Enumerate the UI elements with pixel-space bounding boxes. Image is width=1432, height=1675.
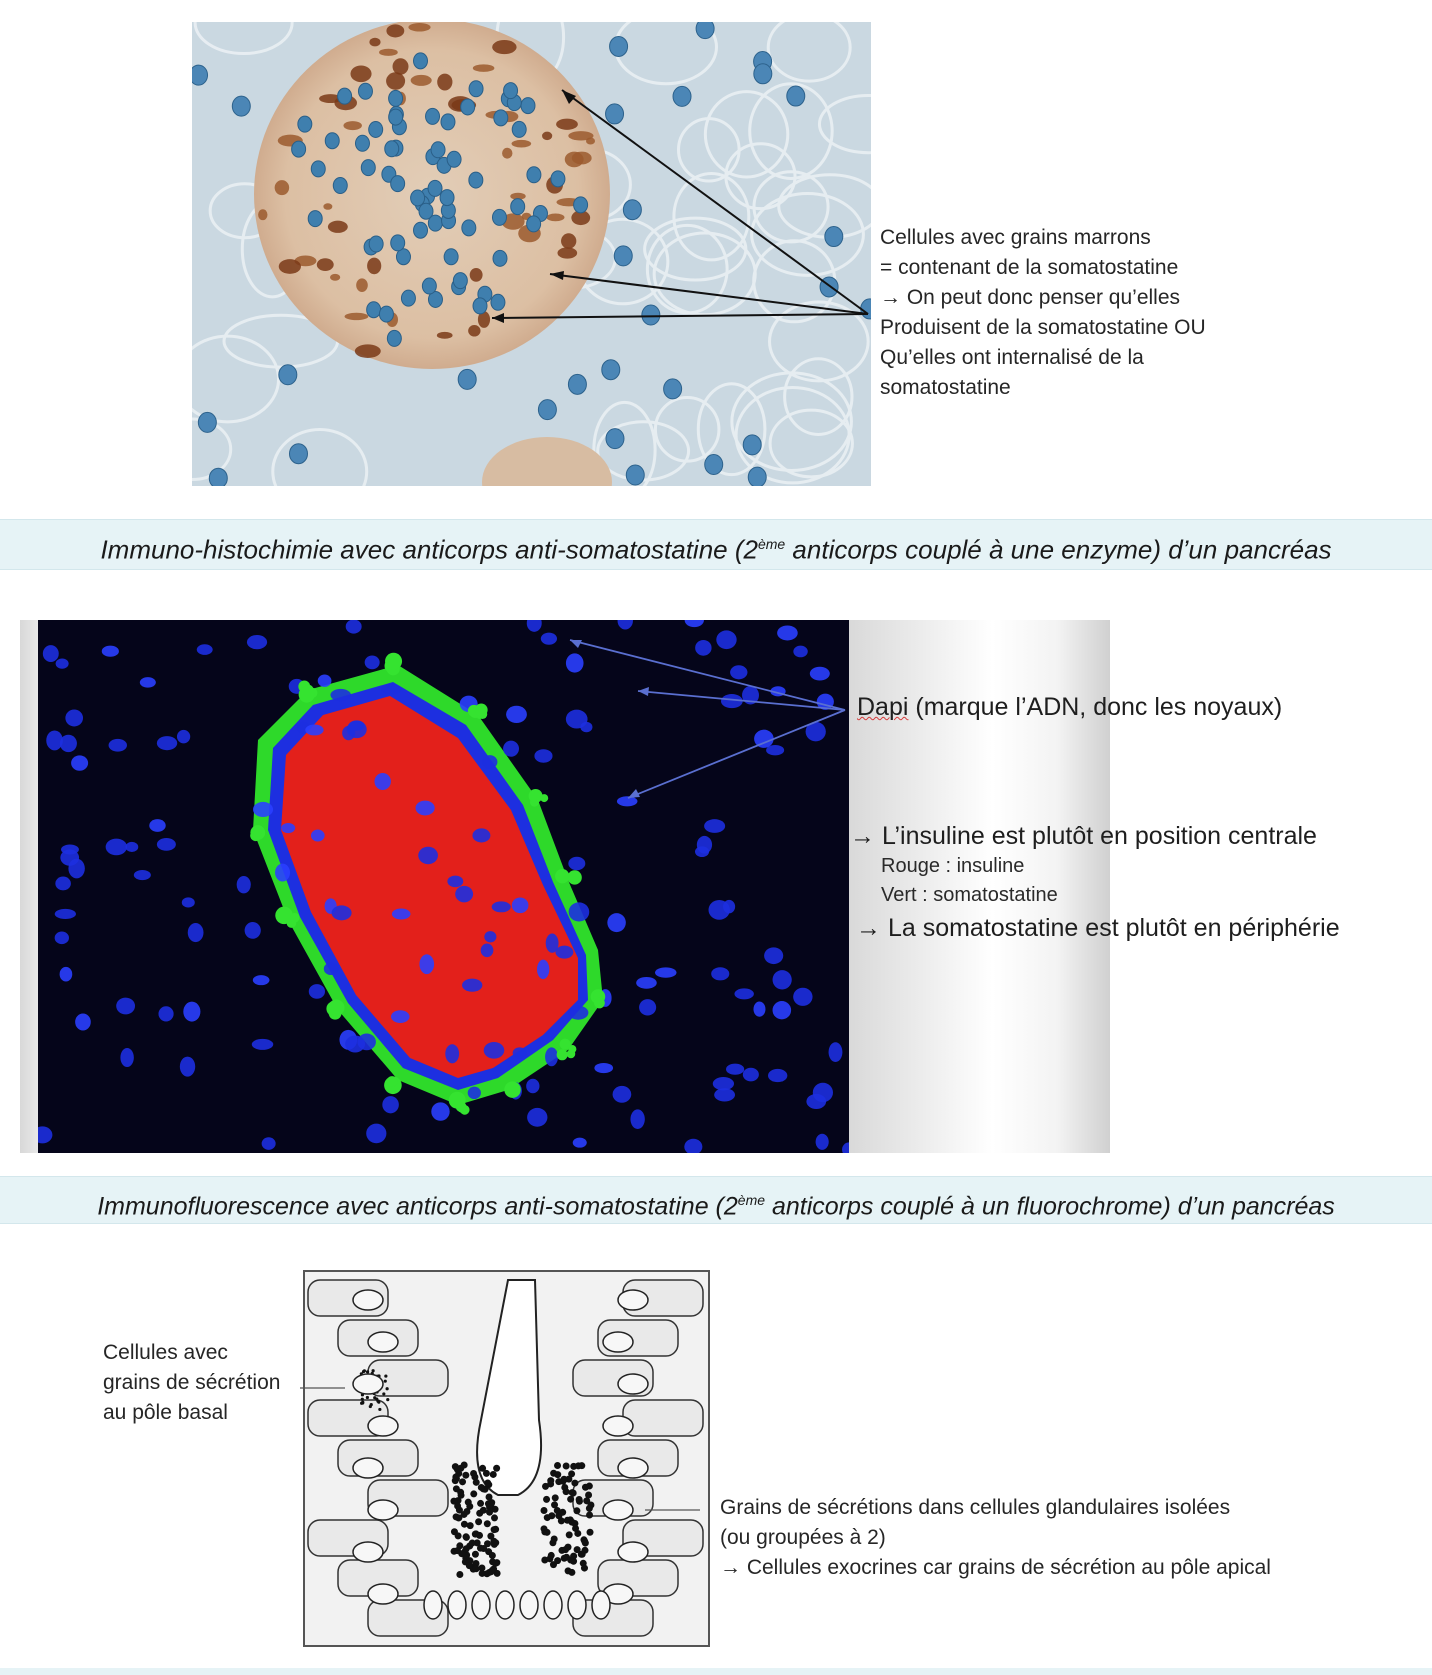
islet-nucleus — [462, 220, 476, 236]
cell-nucleus — [603, 1332, 633, 1352]
acinar-nucleus — [787, 86, 805, 106]
islet-nucleus — [422, 278, 436, 294]
somatostatin-speck — [290, 913, 300, 923]
label-line: Cellules avec — [103, 1341, 228, 1364]
label-line: (ou groupées à 2) — [720, 1526, 886, 1549]
dapi-nucleus — [526, 1079, 539, 1094]
islet-nucleus — [428, 180, 442, 196]
dapi-nucleus — [726, 1064, 744, 1075]
brown-granule — [317, 258, 334, 271]
dapi-nucleus — [630, 1109, 644, 1129]
islet-nucleus — [419, 203, 433, 219]
islet-nucleus — [521, 98, 535, 114]
secretion-granule — [479, 1570, 486, 1577]
brown-granule — [379, 49, 398, 56]
dapi-nucleus — [613, 1086, 632, 1103]
islet-nucleus — [504, 83, 518, 99]
annotation-line: Produisent de la somatostatine OU — [880, 316, 1206, 339]
brown-granule — [343, 121, 361, 130]
dapi-nucleus — [512, 898, 529, 914]
somatostatin-speck — [387, 1076, 398, 1087]
brown-granule — [542, 132, 552, 141]
dapi-nucleus — [481, 944, 494, 958]
caption-superscript: ème — [737, 1192, 766, 1208]
islet-nucleus — [491, 294, 505, 310]
dapi-nucleus — [764, 947, 783, 964]
cell-nucleus — [368, 1584, 398, 1604]
dapi-nucleus — [743, 1068, 759, 1082]
acinar-nucleus — [614, 246, 632, 266]
dapi-nucleus — [484, 931, 496, 942]
brown-granule — [367, 258, 381, 275]
acinar-nucleus — [279, 365, 297, 385]
islet-nucleus — [391, 176, 405, 192]
dapi-nucleus — [545, 1047, 558, 1066]
cell-nucleus — [520, 1591, 538, 1619]
dapi-nucleus — [568, 1006, 588, 1020]
islet-nucleus — [527, 216, 541, 232]
cell-nucleus — [424, 1591, 442, 1619]
acinar-nucleus — [642, 305, 660, 325]
annotation-line: Cellules avec grains marrons — [880, 226, 1151, 249]
dapi-nucleus — [445, 1044, 459, 1063]
dapi-nucleus — [546, 933, 559, 952]
dapi-nucleus — [537, 960, 549, 979]
somatostatin-speck — [567, 1050, 576, 1059]
annotation-line: → On peut donc penser qu’elles — [880, 286, 1181, 309]
islet-nucleus — [426, 108, 440, 124]
brown-granule — [437, 332, 453, 339]
basal-granules-label — [103, 1338, 280, 1428]
islet-nucleus — [401, 290, 415, 306]
dapi-nucleus — [711, 967, 729, 980]
acinar-nucleus — [538, 400, 556, 420]
dapi-nucleus — [768, 1069, 787, 1082]
islet-nucleus — [444, 249, 458, 265]
brown-granule — [546, 214, 564, 222]
brown-granule — [323, 203, 332, 210]
islet-nucleus — [441, 114, 455, 130]
somatostatin-speck — [504, 1081, 521, 1098]
cell-nucleus — [618, 1290, 648, 1310]
dapi-nucleus — [773, 970, 792, 989]
brown-granule — [355, 344, 381, 358]
acinar-nucleus — [623, 200, 641, 220]
dapi-nucleus — [513, 1047, 527, 1058]
ihc-micrograph — [192, 22, 871, 486]
dapi-nucleus — [120, 1048, 133, 1067]
legend-red: Rouge : insuline — [881, 855, 1025, 877]
brown-granule — [411, 75, 432, 86]
dapi-nucleus — [245, 922, 261, 939]
label-line: → Cellules exocrines car grains de sécrétion au pôle apical — [720, 1556, 1271, 1579]
caption-text: Immunofluorescence avec anticorps anti-somatostatine (2 — [97, 1192, 738, 1221]
dapi-nucleus — [392, 908, 411, 919]
dapi-nucleus — [709, 900, 730, 920]
brown-granule — [330, 274, 340, 281]
islet-nucleus — [461, 99, 475, 115]
brown-granule — [502, 148, 512, 159]
acinar-nucleus — [602, 360, 620, 380]
islet-nucleus — [358, 83, 372, 99]
brown-granule — [279, 259, 301, 274]
somatostatin-speck — [328, 999, 344, 1015]
brown-granule — [561, 233, 576, 249]
dapi-nucleus — [594, 1063, 613, 1073]
islet-nucleus — [469, 81, 483, 97]
dapi-nucleus — [382, 1096, 399, 1113]
dapi-nucleus — [366, 1124, 386, 1144]
acinar-nucleus — [696, 22, 714, 39]
islet-nucleus — [298, 116, 312, 132]
brown-granule — [328, 221, 348, 233]
dapi-nucleus — [116, 998, 135, 1015]
annotation-line: = contenant de la somatostatine — [880, 256, 1179, 279]
somatostatin-speck — [275, 907, 293, 925]
islet-nucleus — [333, 178, 347, 194]
somatostatin-note: → La somatostatine est plutôt en périphérie — [856, 914, 1340, 942]
islet-nucleus — [389, 90, 403, 106]
dapi-nucleus — [419, 954, 434, 974]
dapi-label — [857, 693, 1282, 722]
islet-nucleus — [361, 160, 375, 176]
dapi-nucleus — [455, 886, 473, 902]
brown-granule — [473, 64, 495, 72]
islet-nucleus — [492, 209, 506, 225]
cell-nucleus — [544, 1591, 562, 1619]
islet-nucleus — [511, 199, 525, 215]
brown-granule — [258, 209, 267, 220]
brown-granule — [386, 24, 404, 37]
dapi-nucleus — [158, 1006, 173, 1021]
label-line: grains de sécrétion — [103, 1371, 281, 1394]
dapi-nucleus — [713, 1077, 734, 1090]
islet-nucleus — [389, 109, 403, 125]
annotation-line: somatostatine — [880, 376, 1011, 399]
acinar-nucleus — [626, 465, 644, 485]
islet-nucleus — [391, 235, 405, 251]
islet-nucleus — [440, 190, 454, 206]
dapi-nucleus — [431, 1102, 449, 1120]
islet-nucleus — [338, 88, 352, 104]
islet-nucleus — [311, 161, 325, 177]
brown-granule — [512, 140, 532, 148]
acinar-nucleus — [209, 468, 227, 486]
islet-nucleus — [369, 121, 383, 137]
brown-granule — [568, 131, 593, 140]
islet-nucleus — [414, 53, 428, 69]
fluo-caption — [0, 1176, 1432, 1224]
caption-text: anticorps couplé à un fluorochrome) d’un pancréas — [765, 1192, 1335, 1221]
acinar-nucleus — [232, 96, 250, 116]
islet-nucleus — [379, 306, 393, 322]
acinar-nucleus — [825, 227, 843, 247]
islet-nucleus — [453, 273, 467, 289]
brown-granule — [386, 72, 405, 90]
caption-text: anticorps couplé à une enzyme) d’un pancréas — [785, 534, 1332, 565]
cell-nucleus — [472, 1591, 490, 1619]
islet-nucleus — [473, 298, 487, 314]
label-line: Grains de sécrétions dans cellules glandulaires isolées — [720, 1496, 1231, 1519]
dapi-nucleus — [607, 913, 625, 932]
islet-nucleus — [385, 141, 399, 157]
dapi-nucleus — [655, 967, 677, 977]
dapi-nucleus — [734, 988, 753, 999]
apical-granules-label — [720, 1493, 1271, 1583]
caption-superscript: ème — [757, 536, 786, 552]
acinar-nucleus — [754, 64, 772, 84]
brown-granule — [408, 23, 430, 31]
brown-granule — [350, 65, 371, 82]
bottom-caption-strip — [0, 1668, 1432, 1675]
dapi-nucleus — [636, 977, 657, 989]
dapi-nucleus — [569, 902, 590, 921]
islet-nucleus — [493, 250, 507, 266]
cell-nucleus — [496, 1591, 514, 1619]
brown-granule — [470, 268, 483, 282]
islet-nucleus — [574, 197, 588, 213]
islet-nucleus — [308, 211, 322, 227]
islet-nucleus — [325, 133, 339, 149]
dapi-nucleus — [527, 1108, 547, 1127]
cell-nucleus — [448, 1591, 466, 1619]
dapi-nucleus — [252, 1039, 273, 1050]
brown-granule — [468, 325, 480, 336]
dapi-nucleus — [60, 967, 73, 982]
cell-nucleus — [592, 1591, 610, 1619]
islet-nucleus — [527, 167, 541, 183]
brown-granule — [556, 119, 578, 130]
cell-nucleus — [353, 1290, 383, 1310]
islet-nucleus — [367, 302, 381, 318]
islet-nucleus — [512, 121, 526, 137]
dapi-nucleus — [816, 1134, 829, 1150]
dapi-nucleus — [484, 1042, 505, 1059]
brown-granule — [275, 180, 290, 195]
islet-nucleus — [431, 142, 445, 158]
acinar-nucleus — [673, 86, 691, 106]
annotation-line: Qu’elles ont internalisé de la — [880, 346, 1144, 369]
brown-granule — [565, 152, 584, 168]
ihc-annotation — [880, 223, 1206, 403]
dapi-nucleus — [253, 975, 270, 985]
drawing-leader-lines — [300, 1370, 700, 1570]
islet-nucleus — [292, 141, 306, 157]
somatostatin-speck — [460, 1105, 470, 1115]
brown-granule — [345, 313, 369, 320]
ihc-caption — [0, 519, 1432, 570]
islet-nucleus — [355, 135, 369, 151]
somatostatin-speck — [557, 1049, 568, 1060]
dapi-nucleus — [180, 1057, 195, 1077]
acinar-nucleus — [606, 104, 624, 124]
dapi-nucleus — [793, 988, 812, 1006]
acinar-nucleus — [192, 65, 208, 85]
dapi-nucleus — [773, 1001, 792, 1019]
dapi-nucleus — [753, 1002, 765, 1017]
islet-nucleus — [551, 171, 565, 187]
acinar-nucleus — [743, 435, 761, 455]
islet-nucleus — [411, 190, 425, 206]
islet-nucleus — [387, 330, 401, 346]
secretion-granule — [456, 1571, 463, 1578]
acinar-nucleus — [664, 379, 682, 399]
acinar-nucleus — [568, 374, 586, 394]
acinar-nucleus — [705, 455, 723, 475]
dapi-word: Dapi — [857, 693, 909, 721]
legend-green: Vert : somatostatine — [881, 884, 1058, 906]
dapi-nucleus — [188, 923, 204, 942]
brown-granule — [437, 74, 452, 91]
dapi-nucleus — [75, 1013, 91, 1030]
acinar-nucleus — [748, 467, 766, 486]
islet-nucleus — [414, 222, 428, 238]
label-line: au pôle basal — [103, 1401, 228, 1424]
somatostatin-speck — [594, 998, 605, 1009]
brown-granule — [558, 247, 578, 258]
ihc-micrograph-svg — [192, 22, 871, 486]
acinar-nucleus — [289, 444, 307, 464]
dapi-description: (marque l’ADN, donc les noyaux) — [908, 693, 1283, 721]
dapi-nucleus — [332, 905, 352, 920]
islet-nucleus — [469, 172, 483, 188]
dapi-nucleus — [829, 1042, 843, 1062]
brown-granule — [356, 278, 368, 292]
dapi-nucleus — [183, 1002, 200, 1022]
acinar-nucleus — [606, 429, 624, 449]
dapi-nucleus — [492, 901, 511, 912]
islet-nucleus — [447, 151, 461, 167]
dapi-nucleus — [324, 963, 338, 975]
dapi-nucleus — [182, 897, 195, 907]
islet-nucleus — [494, 110, 508, 126]
dapi-nucleus — [639, 999, 656, 1015]
cell-nucleus — [368, 1332, 398, 1352]
islet-nucleus — [369, 236, 383, 252]
brown-granule — [492, 40, 516, 54]
dapi-nucleus — [391, 1010, 409, 1023]
dapi-nucleus — [309, 984, 325, 999]
cell-nucleus — [568, 1591, 586, 1619]
dapi-nucleus — [462, 979, 482, 992]
dapi-nucleus — [806, 1094, 826, 1109]
dapi-nucleus — [55, 909, 76, 919]
dapi-nucleus — [468, 1087, 481, 1099]
dapi-nucleus — [262, 1137, 276, 1150]
acinar-nucleus — [198, 412, 216, 432]
insulin-note: → L’insuline est plutôt en position centrale — [850, 822, 1317, 850]
dapi-nucleus — [55, 932, 69, 945]
acinar-nucleus — [458, 369, 476, 389]
acinar-nucleus — [610, 36, 628, 56]
dapi-nucleus — [573, 1138, 587, 1148]
caption-text: Immuno-histochimie avec anticorps anti-somatostatine (2 — [100, 534, 758, 565]
dapi-nucleus — [555, 946, 573, 959]
brown-granule — [369, 38, 380, 47]
dapi-nucleus — [345, 1036, 365, 1053]
